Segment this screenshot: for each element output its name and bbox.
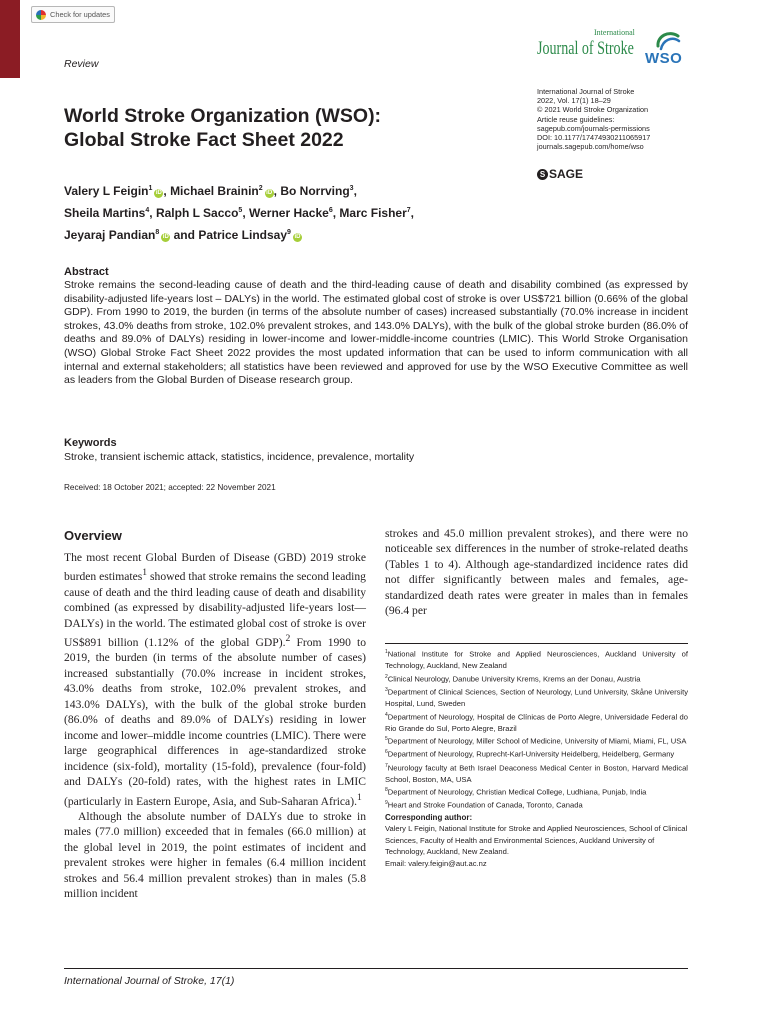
pubinfo-volume: 2022, Vol. 17(1) 18–29 [537,96,611,106]
corresponding-author-email[interactable]: Email: valery.feigin@aut.ac.nz [385,858,487,868]
check-for-updates-button[interactable] [31,6,115,23]
keywords-body: Stroke, transient ischemic attack, statistics, incidence, prevalence, mortality [64,451,415,463]
affiliation-item: $^9$Heart and Stroke Foundation of Canada, Toronto, Canada [385,800,583,810]
citation-link[interactable]: 2 [285,633,291,645]
author-affiliation-number: 2 [258,185,263,192]
affiliations [385,647,688,869]
affiliations-divider [385,643,688,644]
author-affiliation-number: 1 [148,185,153,192]
affiliation-item: $^7$Neurology faculty at Beth Israel Deaconess Medical Center in Boston, Harvard Medical School, Boston, MA, USA [385,762,688,784]
corresponding-author-heading: Corresponding author: [385,812,473,822]
page-footer: International Journal of Stroke, 17(1) [64,975,235,987]
author-affiliation-number: 5 [238,207,243,214]
author-name: Marc Fisher [339,206,407,220]
orcid-icon[interactable]: iD [294,234,301,240]
orcid-icon[interactable]: iD [155,190,162,196]
affiliation-item: $^2$Clinical Neurology, Danube University Krems, Krems an der Donau, Austria [385,673,641,684]
article-title-line-2: Global Stroke Fact Sheet 2022 [64,129,344,151]
body-paragraph: strokes and 45.0 million prevalent strokes), and there were no noticeable sex differences in the number of stroke-related deaths (Tables 1 to 4). Although age-standardized incidence rates did not differ significantly between males and females, age-standardized death rates were greater in males than in females (96.4 per [385,527,688,618]
publisher-logo [537,167,583,181]
pubinfo-journal-link[interactable]: journals.sagepub.com/home/wso [537,142,644,152]
abstract-heading: Abstract [64,266,109,278]
keywords [64,436,688,464]
author-list: Valery L Feigin$^1$iD , Michael Brainin$^2$iD , Bo Norrving$^3$, Sheila Martins$^4$, Ralph L Sacco$^5$, Werner Hacke$^6$, Marc Fisher$^7$, Jeyaraj Pandian$^8$iD and Patrice Lindsay$^9$iD [64,184,415,242]
orcid-icon[interactable]: iD [162,234,169,240]
pubinfo-permissions-link[interactable]: sagepub.com/journals-permissions [537,123,650,133]
abstract-body: Stroke remains the second-leading cause of death and the third-leading cause of death and disability combined (as expressed by disability-adjusted life-years lost – DALYs) in the world. The estimated global cost of stroke is over US$721 billion (0.66% of the global GDP). From 1990 to 2019, the burden (in terms of the absolute number of cases) increased substantially (70.0% increase in incident strokes, 43.0% deaths from stroke, 102.0% prevalent strokes, and 143.0% DALYs), with the bulk of the global stroke burden (86.0% of deaths and 89.0% of DALYs) residing in lower-income and lower-middle-income countries (LMIC). This World Stroke Organisation (WSO) Global Stroke Fact Sheet 2022 provides the most updated information that can be used to inform communication with all internal and external stakeholders; all statistics have been reviewed and approved for use by the WSO Executive Committee as well as leaders from the Global Burden of Disease research group. [64,279,688,387]
affiliation-item: $^6$Department of Neurology, Ruprecht-Karl-University Heidelberg, Heidelberg, Germany [385,749,675,759]
sage-s-icon: S [537,169,548,180]
citation-link[interactable]: 1 [356,791,362,803]
author-affiliation-number: 6 [328,207,333,214]
overview-heading: Overview [64,528,122,543]
pubinfo-copyright: © 2021 World Stroke Organization [537,105,649,115]
keywords-heading: Keywords [64,437,117,449]
article-title-line-1: World Stroke Organization (WSO): [64,105,382,127]
pubinfo-reuse: Article reuse guidelines: [537,114,615,124]
publisher-name: SAGE [549,167,584,181]
body-column-right [385,526,688,619]
author-name: Michael Brainin [170,184,259,198]
affiliation-item: $^4$Department of Neurology, Hospital de Clínicas de Porto Alegre, Universidade Federal do Rio Grande do Sul, Porto Alegre, Brazil [385,711,688,733]
affiliation-item: $^5$Department of Neurology, Miller School of Medicine, University of Miami, Miami, FL, USA [385,736,687,746]
author-affiliation-number: 8 [155,229,160,236]
author-affiliation-number: 9 [287,229,291,236]
corresponding-author-address: Valery L Feigin, National Institute for Stroke and Applied Neurosciences, School of Clinical Sciences, Faculty of Health and Environmental Sciences, Auckland University of Technology, Auckland, New Zealand. [385,824,688,857]
footer-divider [64,968,688,969]
body-paragraph: Although the absolute number of DALYs due to stroke in males (77.0 million) exceeded that in females (66.0 million) at the global level in 2019, the point estimates of incident and prevalent strokes were higher in females (6.4 million incident strokes and 56.4 million prevalent strokes) than in males (5.8 million incident [64,809,366,901]
wso-globe-icon [655,30,681,52]
author-affiliation-number: 4 [145,207,150,214]
journal-logo-small-text: International [594,28,635,37]
author-name: Werner Hacke [249,206,329,220]
affiliation-item: $^1$National Institute for Stroke and Applied Neurosciences, Auckland University of Technology, Auckland, New Zealand [385,649,688,671]
orcid-icon[interactable]: iD [266,190,273,196]
journal-logo-title: Journal of Stroke [537,38,634,59]
author-name: Ralph L Sacco [155,206,239,220]
article-title [64,104,494,152]
author-name: Sheila Martins [64,206,146,220]
body-column-left [64,550,366,902]
publication-info [537,87,650,151]
body-paragraph: The most recent Global Burden of Disease (GBD) 2019 stroke burden estimates$^1$ showed that stroke remains the second leading cause of death and the third leading cause of death and disability combined (as expressed by disability-adjusted life-years lost—DALYs) in the world. The estimated global cost of stroke is over US$891 billion (1.12% of the global GDP).$^2$ From 1990 to 2019, the burden (in terms of the absolute number of cases) increased substantially (70.0% increase in incident strokes, 43.0% deaths from stroke, 102.0% prevalent strokes, and 143.0% DALYs), with the bulk of the global stroke burden (86.0% of deaths and 89.0% of DALYs) residing in lower income and lower–middle income countries (LMIC). There were large geographical differences in age-standardized stroke incidence (six-fold), mortality (15-fold), prevalence (four-fold) and DALYs (20-fold) rates, with the highest rates in LMIC (particularly in Eastern Europe, Asia, and Sub-Saharan Africa).$^1$ [64,551,367,808]
pubinfo-journal: International Journal of Stroke [537,87,635,96]
author-name: Jeyaraj Pandian [64,228,156,242]
pubinfo-doi-link[interactable]: DOI: 10.1177/17474930211065917 [537,133,651,143]
crossmark-icon [36,10,46,20]
affiliation-item: $^3$Department of Clinical Sciences, Section of Neurology, Lund University, Skåne University Hospital, Lund, Sweden [385,686,688,708]
abstract [64,265,688,388]
sidebar-color-strip [0,0,20,78]
author-name: Valery L Feigin [64,184,149,198]
wso-logo-text: WSO [645,50,683,67]
check-for-updates-label: Check for updates [50,10,110,19]
citation-link[interactable]: 1 [142,567,148,579]
author-name: Bo Norrving [280,184,350,198]
journal-logo[interactable] [537,28,693,78]
affiliation-item: $^8$Department of Neurology, Christian Medical College, Ludhiana, Punjab, India [385,787,647,797]
author-name: Patrice Lindsay [198,228,288,242]
author-affiliation-number: 7 [406,207,411,214]
author-affiliation-number: 3 [349,185,354,192]
received-accepted-dates: Received: 18 October 2021; accepted: 22 November 2021 [64,483,276,492]
section-label: Review [64,58,99,70]
